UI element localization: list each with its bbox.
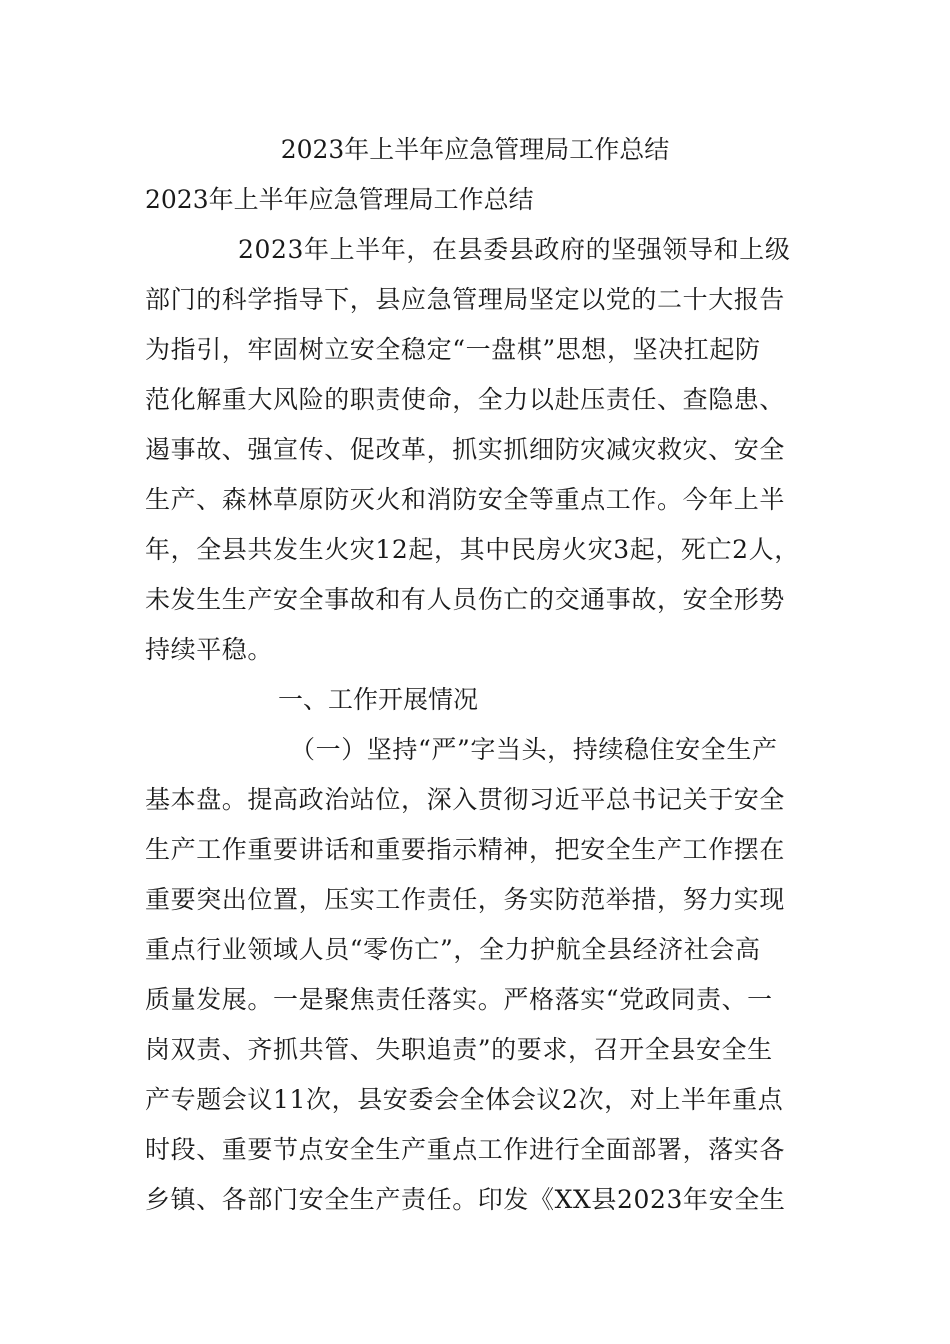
section1-line: 产专题会议11次，县安委会全体会议2次，对上半年重点 (145, 1085, 784, 1114)
section1-line: （一）坚持“严”字当头，持续稳住安全生产 (290, 735, 778, 764)
section1-line: 重点行业领域人员“零伤亡”，全力护航全县经济社会高 (145, 935, 761, 964)
section1-line: 时段、重要节点安全生产重点工作进行全面部署，落实各 (145, 1135, 786, 1164)
section1-line: 岗双责、齐抓共管、失职追责”的要求，召开全县安全生 (145, 1035, 773, 1064)
intro-line: 遏事故、强宣传、促改革，抓实抓细防灾减灾救灾、安全 (145, 435, 786, 464)
section-heading: 一、工作开展情况 (278, 685, 479, 714)
section1-line: 基本盘。提高政治站位，深入贯彻习近平总书记关于安全 (145, 785, 786, 814)
intro-line: 年，全县共发生火灾12起，其中民房火灾3起，死亡2人， (145, 535, 800, 564)
intro-line: 部门的科学指导下，县应急管理局坚定以党的二十大报告 (145, 285, 786, 314)
section1-line: 质量发展。一是聚焦责任落实。严格落实“党政同责、一 (145, 985, 773, 1014)
intro-line: 持续平稳。 (145, 635, 274, 664)
section1-line: 重要突出位置，压实工作责任，务实防范举措，努力实现 (145, 885, 786, 914)
document-subtitle: 2023年上半年应急管理局工作总结 (145, 185, 534, 214)
section1-line: 乡镇、各部门安全生产责任。印发《XX县2023年安全生 (145, 1185, 786, 1214)
intro-line: 未发生生产安全事故和有人员伤亡的交通事故，安全形势 (145, 585, 786, 614)
intro-line: 范化解重大风险的职责使命，全力以赴压责任、查隐患、 (145, 385, 786, 414)
intro-line: 生产、森林草原防灭火和消防安全等重点工作。今年上半 (145, 485, 786, 514)
intro-line: 为指引，牢固树立安全稳定“一盘棋”思想，坚决扛起防 (145, 335, 761, 364)
intro-line: 2023年上半年，在县委县政府的坚强领导和上级 (238, 235, 791, 264)
section1-line: 生产工作重要讲话和重要指示精神，把安全生产工作摆在 (145, 835, 786, 864)
document-title: 2023年上半年应急管理局工作总结 (280, 135, 670, 164)
